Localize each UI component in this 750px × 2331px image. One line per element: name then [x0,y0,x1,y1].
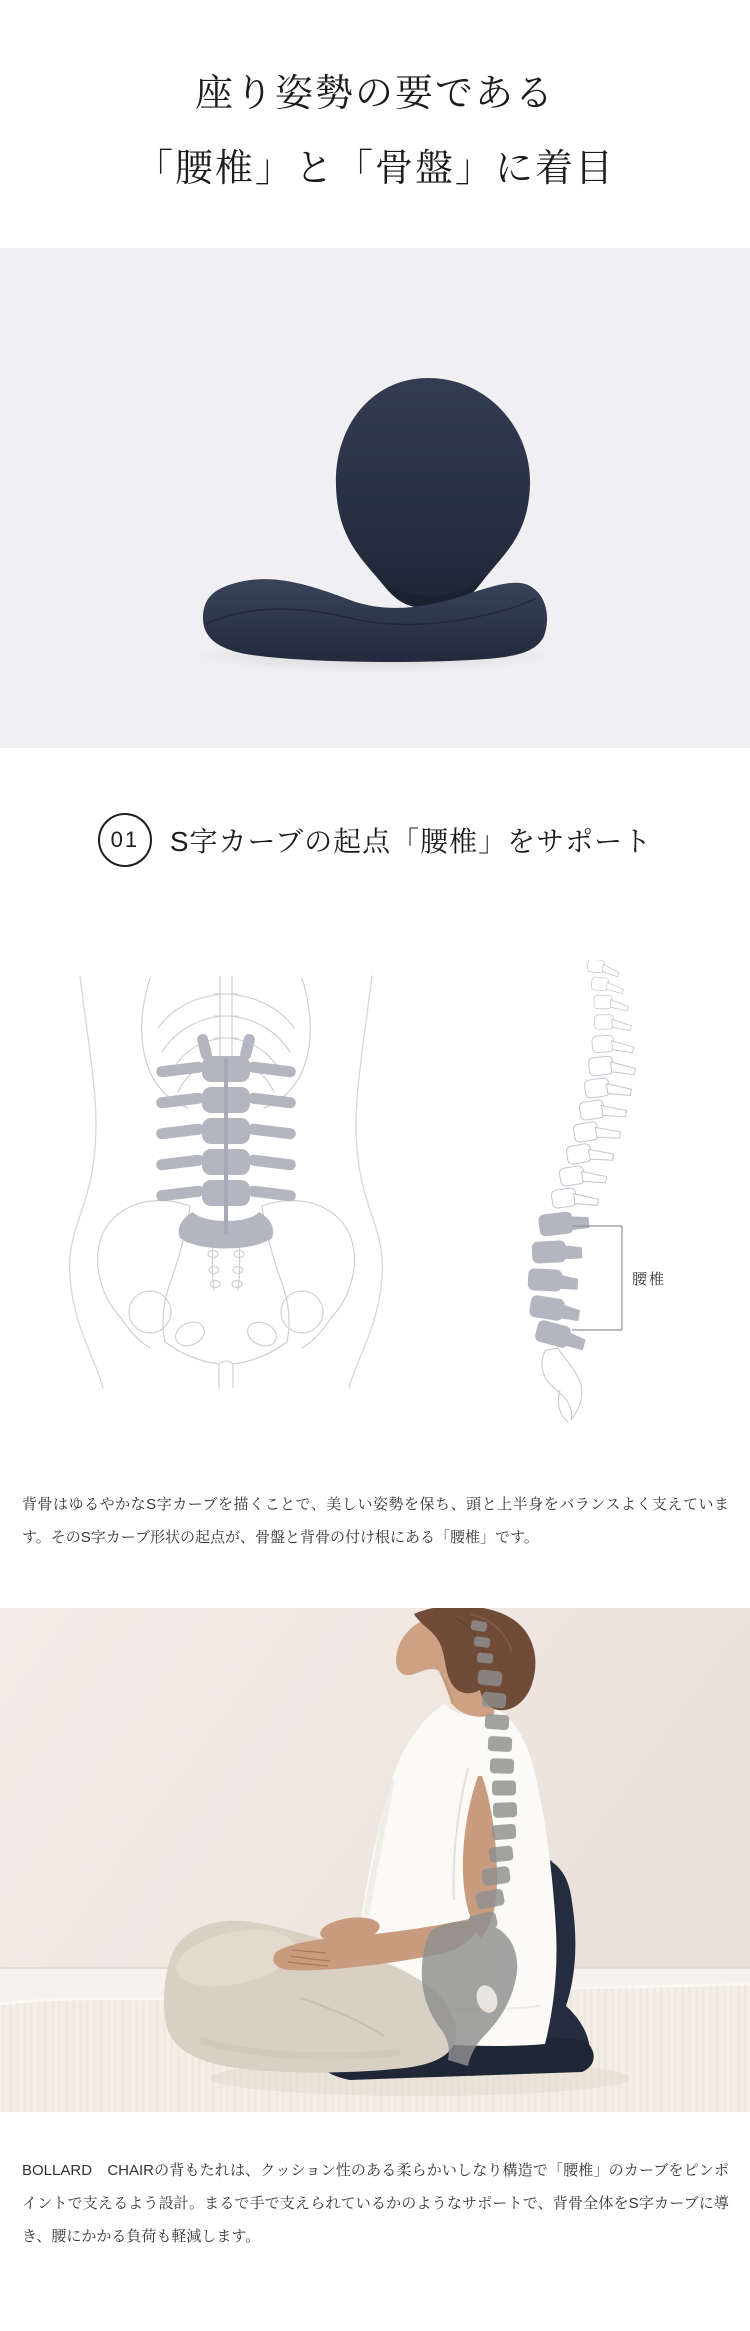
page-title-line2: 「腰椎」と「骨盤」に着目 [134,148,615,190]
side-lumbar-highlight [527,1209,590,1353]
anatomy-illustration [0,960,750,1430]
feature-number-badge: 01 [98,813,152,867]
chair-backrest [336,378,530,609]
lifestyle-photo-section [0,1608,750,2112]
sacrum [542,1348,582,1420]
lumbar-label: 腰椎 [632,1271,667,1288]
front-lumbar-highlight [156,1033,297,1249]
page-title-line1: 座り姿勢の要である [194,73,555,115]
product-photo-section [0,248,750,748]
page-title [0,57,750,207]
feature-description: 背骨はゆるやかなS字カーブを描くことで、美しい姿勢を保ち、頭と上半身をバランスよく支えています。そのS字カーブ形状の起点が、骨盤と背骨の付け根にある「腰椎」です。 [22,1496,729,1546]
feature-01-header [0,812,750,868]
bollard-chair-product-image [0,248,750,748]
hero-heading [0,0,750,207]
feature-title: S字カーブの起点「腰椎」をサポート [169,826,653,857]
side-spine-illustration [527,960,666,1422]
anatomy-figure [0,960,750,1430]
lumbar-bracket [572,1226,622,1330]
chair-seat [203,579,547,662]
sitting-woman-photo [0,1608,750,2112]
support-description: BOLLARD CHAIRの背もたれは、クッション性のある柔らかいしなり構造で「腰椎」のカーブをピンポイントで支えるよう設計。まるで手で支えられているかのようなサポートで、背骨全体をS字カーブに導き、腰にかかる負荷も軽減します。 [22,2162,729,2245]
